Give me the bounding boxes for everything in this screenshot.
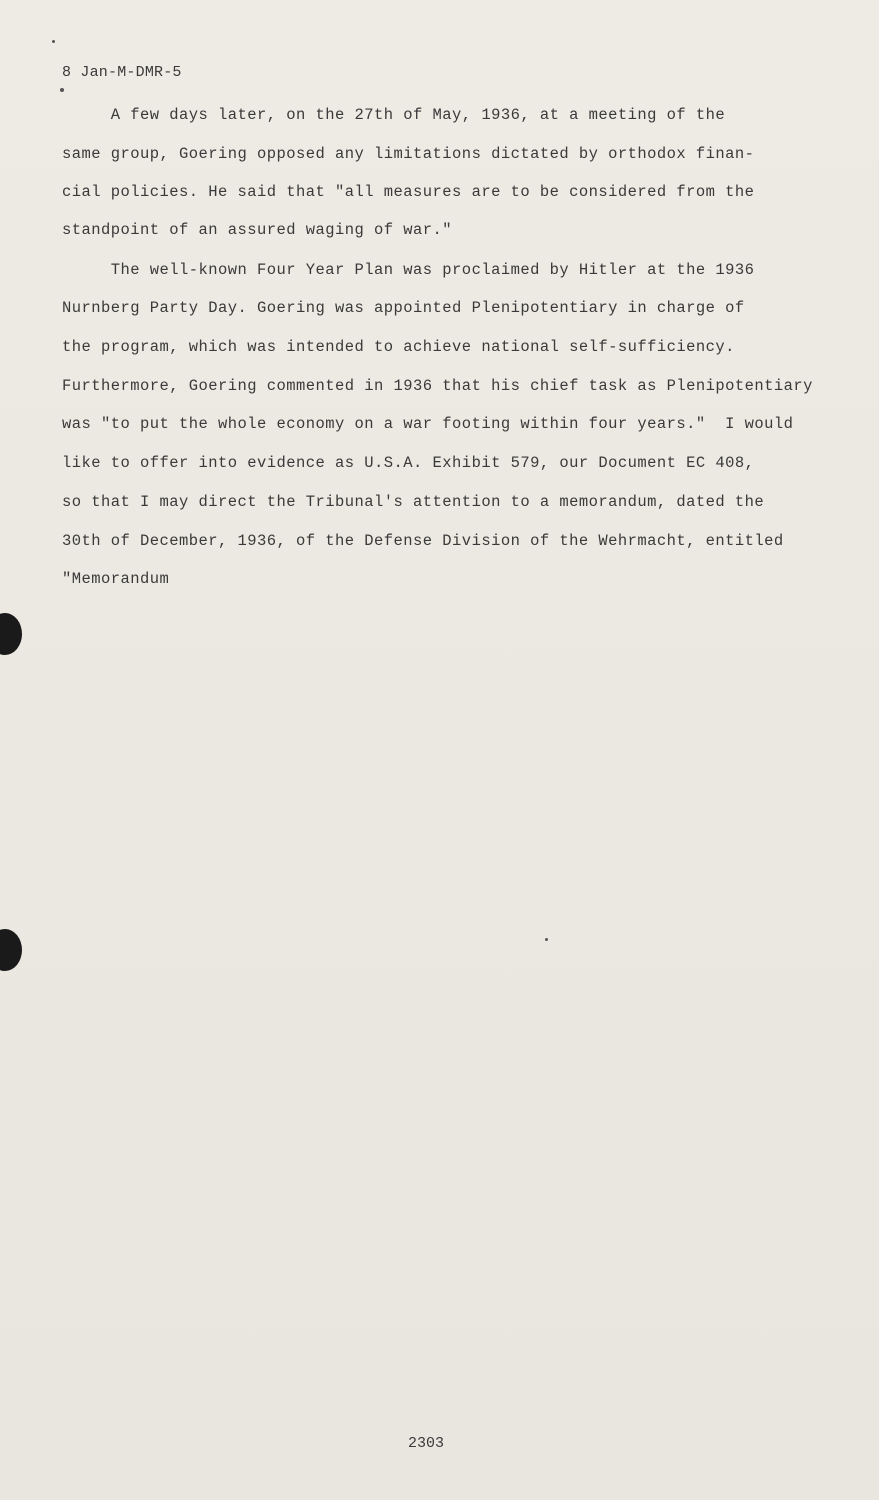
punch-hole xyxy=(0,613,22,655)
paper-speck xyxy=(60,88,64,92)
text-line: The well-known Four Year Plan was proclaimed by Hitler at the 1936 xyxy=(62,261,755,279)
text-line: was "to put the whole economy on a war footing within four years." I would xyxy=(62,415,794,433)
text-line: 30th of December, 1936, of the Defense Division of the Wehrmacht, entitled xyxy=(62,532,784,550)
text-line: same group, Goering opposed any limitations dictated by orthodox finan- xyxy=(62,145,755,163)
text-line: "Memorandum xyxy=(62,570,170,588)
page-number: 2303 xyxy=(408,1435,445,1452)
text-line: the program, which was intended to achieve national self-sufficiency. xyxy=(62,338,735,356)
document-reference: 8 Jan-M-DMR-5 xyxy=(62,64,182,81)
text-line: Furthermore, Goering commented in 1936 that his chief task as Plenipotentiary xyxy=(62,377,813,395)
paper-speck xyxy=(545,938,548,941)
text-line: Nurnberg Party Day. Goering was appointed Plenipotentiary in charge of xyxy=(62,299,745,317)
text-line: standpoint of an assured waging of war." xyxy=(62,221,453,239)
text-line: A few days later, on the 27th of May, 1936, at a meeting of the xyxy=(62,106,726,124)
text-line: cial policies. He said that "all measures are to be considered from the xyxy=(62,183,755,201)
punch-hole xyxy=(0,929,22,971)
text-line: so that I may direct the Tribunal's attention to a memorandum, dated the xyxy=(62,493,765,511)
text-line: like to offer into evidence as U.S.A. Exhibit 579, our Document EC 408, xyxy=(62,454,755,472)
paper-speck xyxy=(52,40,55,43)
